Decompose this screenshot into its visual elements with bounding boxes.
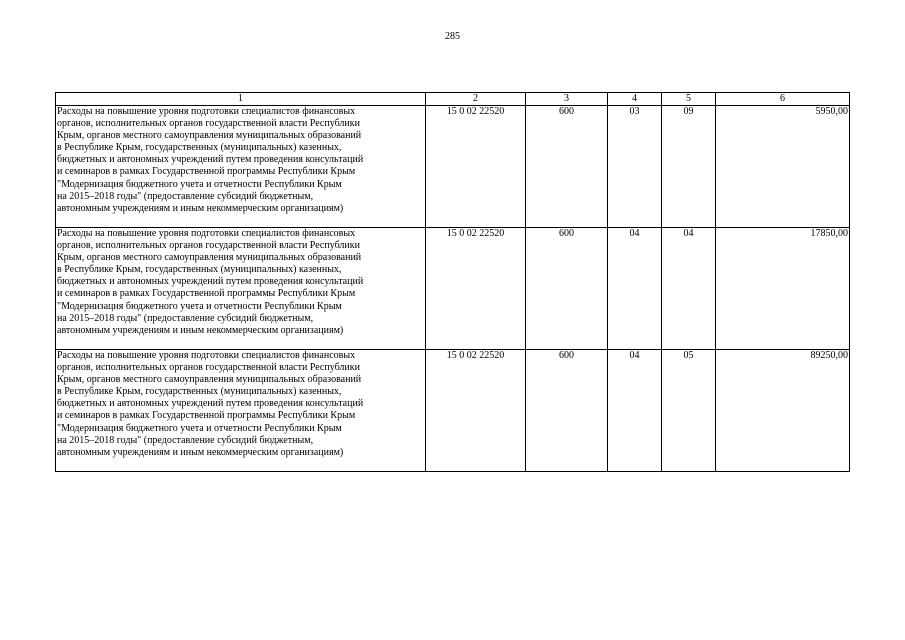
table-row xyxy=(56,106,850,228)
row-expense-type: 600 xyxy=(526,350,608,472)
description-line: автономным учреждениям и иным некоммерческим организациям) xyxy=(57,446,344,458)
description-line: и семинаров в рамках Государственной программы Республики Крым xyxy=(57,166,356,178)
header-row xyxy=(56,93,850,106)
header-col-5: 5 xyxy=(662,93,716,106)
row-target-code: 15 0 02 22520 xyxy=(426,350,526,472)
description-line: Расходы на повышение уровня подготовки специалистов финансовых xyxy=(57,106,356,117)
row-description xyxy=(56,228,426,350)
row-expense-type: 600 xyxy=(526,228,608,350)
row-target-code: 15 0 02 22520 xyxy=(426,228,526,350)
row-target-code: 15 0 02 22520 xyxy=(426,106,526,228)
description-line: бюджетных и автономных учреждений путем проведения консультаций xyxy=(57,154,364,166)
budget-table xyxy=(55,92,850,472)
description-line: "Модернизация бюджетного учета и отчетности Республики Крым xyxy=(57,178,342,190)
table-row xyxy=(56,228,850,350)
description-line: в Республике Крым, государственных (муниципальных) казенных, xyxy=(57,386,342,398)
row-amount: 5950,00 xyxy=(716,106,850,228)
header-col-6: 6 xyxy=(716,93,850,106)
row-expense-type: 600 xyxy=(526,106,608,228)
description-line: на 2015–2018 годы" (предоставление субсидий бюджетным, xyxy=(57,312,314,324)
row-section: 03 xyxy=(608,106,662,228)
description-line: Крым, органов местного самоуправления муниципальных образований xyxy=(57,374,362,386)
description-line: "Модернизация бюджетного учета и отчетности Республики Крым xyxy=(57,300,342,312)
description-line: бюджетных и автономных учреждений путем проведения консультаций xyxy=(57,398,364,410)
row-description xyxy=(56,350,426,472)
row-section: 04 xyxy=(608,350,662,472)
page-number: 285 xyxy=(445,31,460,42)
description-line: органов, исполнительных органов государственной власти Республики xyxy=(57,362,360,374)
row-amount: 17850,00 xyxy=(716,228,850,350)
description-line: на 2015–2018 годы" (предоставление субсидий бюджетным, xyxy=(57,434,314,446)
row-section: 04 xyxy=(608,228,662,350)
row-subsection: 04 xyxy=(662,228,716,350)
description-line: Расходы на повышение уровня подготовки специалистов финансовых xyxy=(57,228,356,239)
description-line: Крым, органов местного самоуправления муниципальных образований xyxy=(57,252,362,264)
table-row xyxy=(56,350,850,472)
description-line: органов, исполнительных органов государственной власти Республики xyxy=(57,240,360,252)
description-line: в Республике Крым, государственных (муниципальных) казенных, xyxy=(57,142,342,154)
row-subsection: 09 xyxy=(662,106,716,228)
header-col-2: 2 xyxy=(426,93,526,106)
row-amount: 89250,00 xyxy=(716,350,850,472)
header-col-3: 3 xyxy=(526,93,608,106)
description-line: и семинаров в рамках Государственной программы Республики Крым xyxy=(57,410,356,422)
description-line: "Модернизация бюджетного учета и отчетности Республики Крым xyxy=(57,422,342,434)
description-line: бюджетных и автономных учреждений путем проведения консультаций xyxy=(57,276,364,288)
description-line: в Республике Крым, государственных (муниципальных) казенных, xyxy=(57,264,342,276)
description-line: автономным учреждениям и иным некоммерческим организациям) xyxy=(57,202,344,214)
description-line: и семинаров в рамках Государственной программы Республики Крым xyxy=(57,288,356,300)
description-line: органов, исполнительных органов государственной власти Республики xyxy=(57,118,360,130)
description-line: Крым, органов местного самоуправления муниципальных образований xyxy=(57,130,362,142)
header-col-4: 4 xyxy=(608,93,662,106)
description-line: на 2015–2018 годы" (предоставление субсидий бюджетным, xyxy=(57,190,314,202)
row-description xyxy=(56,106,426,228)
description-line: Расходы на повышение уровня подготовки специалистов финансовых xyxy=(57,350,356,361)
header-col-1: 1 xyxy=(56,93,426,106)
row-subsection: 05 xyxy=(662,350,716,472)
description-line: автономным учреждениям и иным некоммерческим организациям) xyxy=(57,324,344,336)
